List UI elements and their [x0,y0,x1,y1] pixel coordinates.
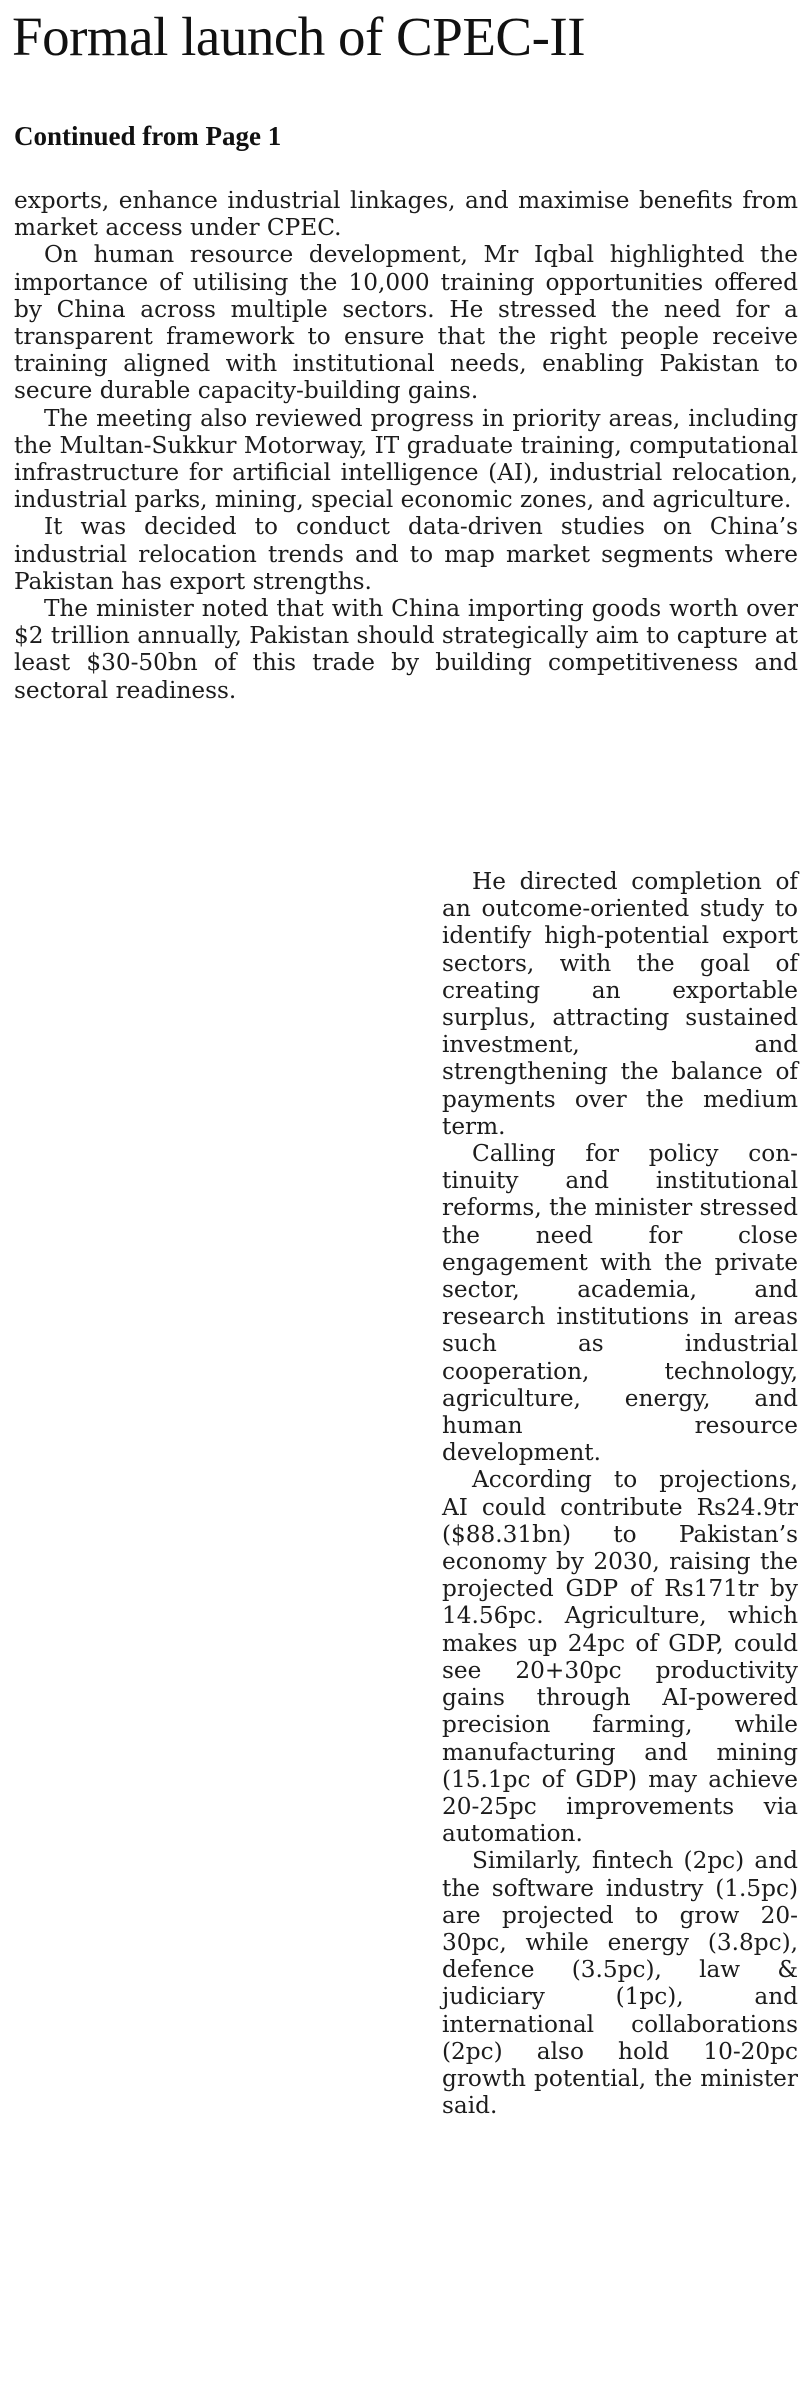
article-body-wide-column [14,187,798,704]
continued-from-label: Continued from Page 1 [14,121,282,151]
paragraph: It was decided to conduct data-driven studies on China’s industrial relocation trends and to map market segments where Pakistan has export strengths. [14,513,798,595]
paragraph: The meeting also reviewed progress in priority areas, including the Multan-Sukkur Motorway, IT graduate training, computational infrastructure for artificial intelligence (AI), industrial relocation, industrial parks, mining, special economic zones, and agriculture. [14,404,798,514]
paragraph: exports, enhance industrial linkages, and maximise benefits from market access under CPEC. [14,187,798,242]
paragraph: According to projections, AI could contribute Rs24.9tr ($88.31bn) to Pakistan’s economy by 2030, raising the projected GDP of Rs171tr by 14.56pc. Agriculture, which makes up 24pc of GDP, could see 20+30pc productivity gains through AI-powered precision farming, while manufacturing and mining (15.1pc of GDP) may achieve 20-25pc improvements via automation. [442,1466,798,1848]
article-body-narrow-column [442,868,798,2119]
paragraph: On human resource development, Mr Iqbal highlighted the importance of utilising the 10,000 training opportunities offered by China across multiple sectors. He stressed the need for a transparent framework to ensure that the right people receive training aligned with institutional needs, enabling Pakistan to secure durable capacity-building gains. [14,241,798,405]
headline: Formal launch of CPEC-II [12,6,586,67]
paragraph: Calling for policy continuity and institutional reforms, the minister stressed the need for close engagement with the private sector, academia, and research institutions in areas such as industrial cooperation, technology, agriculture, energy, and human resource development. [442,1140,798,1467]
paragraph: The minister noted that with China importing goods worth over $2 trillion annually, Pakistan should strategically aim to capture at least $30-50bn of this trade by building competitiveness and sectoral readiness. [14,595,798,704]
paragraph: Similarly, fintech (2pc) and the software industry (1.5pc) are projected to grow 20-30pc, while energy (3.8pc), defence (3.5pc), law & judiciary (1pc), and international collaborations (2pc) also hold 10-20pc growth potential, the minister said. [442,1847,798,2120]
paragraph: He directed completion of an outcome-oriented study to identify high-potential export sectors, with the goal of creating an exportable surplus, attracting sustained investment, and strengthening the balance of payments over the medium term. [442,868,798,1140]
